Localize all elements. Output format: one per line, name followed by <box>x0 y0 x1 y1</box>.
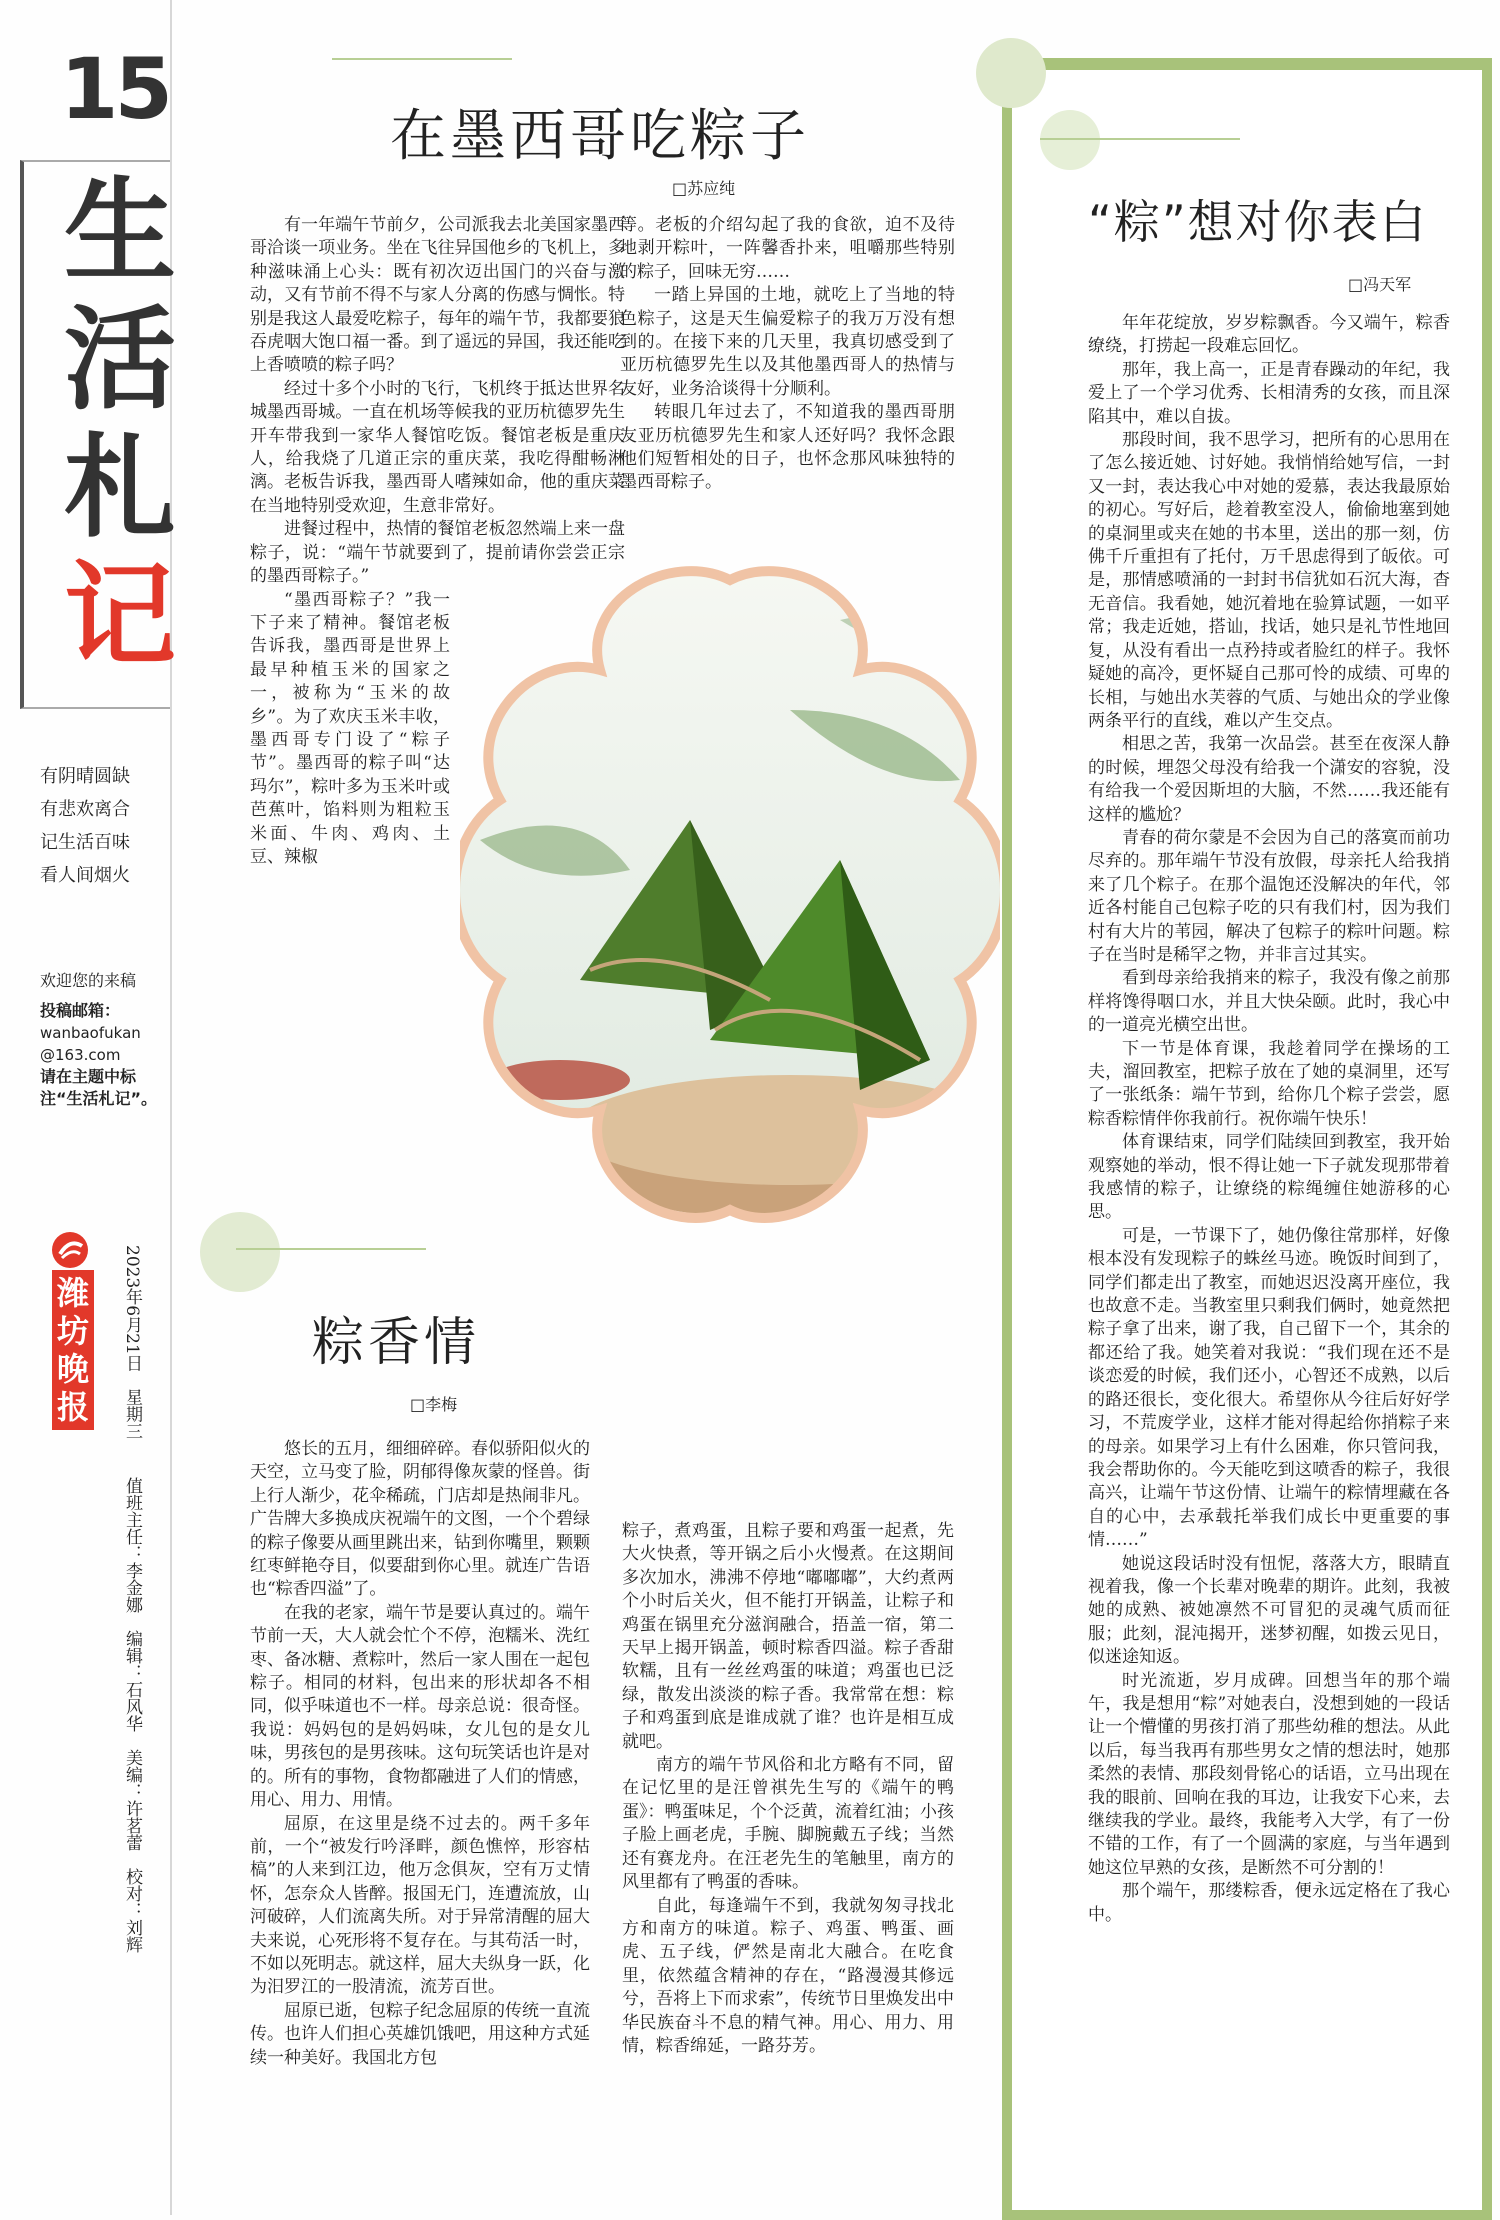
article1-byline: □苏应纯 <box>672 179 736 198</box>
submission-note: 请在主题中标注“生活札记”。 <box>40 1067 158 1108</box>
article1-title: 在墨西哥吃粽子 <box>390 104 810 169</box>
issue-date: 2023年6月21日 星期三 <box>122 1245 142 1440</box>
email-address[interactable] <box>40 1022 170 1066</box>
decorative-circle <box>200 1212 280 1292</box>
column-title-frame <box>20 160 176 709</box>
paragraph: 等。老板的介绍勾起了我的食欲，迫不及待地剥开粽叶，一阵馨香扑来，咀嚼那些特别的粽子，回味无穷…… <box>620 215 955 282</box>
title-ornament <box>332 58 512 60</box>
email-label: 投稿邮箱： <box>40 1001 121 1020</box>
motto-line: 有悲欢离合 <box>40 799 130 820</box>
paragraph: 粽子，煮鸡蛋，且粽子要和鸡蛋一起煮，先大火快煮，等开锅之后小火慢煮。在这期间多次加水，沸沸不停地“嘟嘟嘟”，大约煮两个小时后关火，但不能打开锅盖，让粽子和鸡蛋在锅里充分滋润融合，捂盖一宿，第二天早上揭开锅盖，顿时粽香四溢。粽子香甜软糯，且有一丝丝鸡蛋的味道；鸡蛋也已泛绿，散发出淡淡的粽子香。我常常在想：粽子和鸡蛋到底是谁成就了谁？也许是相互成就吧。 <box>622 1521 954 1752</box>
paragraph: 南方的端午节风俗和北方略有不同，留在记忆里的是汪曾祺先生写的《端午的鸭蛋》：鸭蛋味足，个个泛黄，流着红油；小孩子脸上画老虎，手腕、脚腕戴五子线；当然还有赛龙舟。在汪老先生的笔触里，南方的风里都有了鸭蛋的香味。 <box>622 1755 954 1893</box>
article1-column-2 <box>620 214 955 495</box>
paragraph: 体育课结束，同学们陆续回到教室，我开始观察她的举动，恨不得让她一下子就发现那带着我感情的粽子，让缭绕的粽绳缠住她游移的心思。 <box>1088 1132 1450 1223</box>
column-title-char: 札 <box>64 422 176 553</box>
paragraph: “墨西哥粽子？”我一下子来了精神。餐馆老板告诉我，墨西哥是世界上最早种植玉米的国家之一，被称为“玉米的故乡”。为了欢庆玉米丰收，墨西哥专门设了“粽子节”。墨西哥的粽子叫“达玛尔”，粽叶多为玉米叶或芭蕉叶，馅料则为粗粒玉米面、牛肉、鸡肉、土豆、辣椒 <box>250 589 450 867</box>
paragraph: 在我的老家，端午节是要认真过的。端午节前一天，大人就会忙个不停，泡糯米、洗红枣、备冰糖、煮粽叶，然后一家人围在一起包粽子。相同的材料，包出来的形状却各不相同，似乎味道也不一样。母亲总说：很奇怪。我说：妈妈包的是妈妈味，女儿包的是女儿味，男孩包的是男孩味。这句玩笑话也许是对的。所有的事物，食物都融进了人们的情感，用心、用力、用情。 <box>250 1602 590 1811</box>
paragraph: 年年花绽放，岁岁粽飘香。今又端午，粽香缭绕，打捞起一段难忘回忆。 <box>1088 313 1450 357</box>
zongzi-photo <box>460 560 1000 1260</box>
paragraph: 青春的荷尔蒙是不会因为自己的落寞而前功尽弃的。那年端午节没有放假，母亲托人给我捎来了几个粽子。在那个温饱还没解决的年代，邻近各村能自己包粽子吃的只有我们村，因为我们村有大片的苇园，解决了包粽子的粽叶问题。粽子在当时是稀罕之物，并非言过其实。 <box>1088 827 1450 965</box>
article2-column-2 <box>622 1520 954 2058</box>
column-motto <box>40 760 170 892</box>
submission-info <box>40 970 170 1110</box>
paragraph: 悠长的五月，细细碎碎。春似骄阳似火的天空，立马变了脸，阴郁得像灰蒙的怪兽。街上行人渐少，花伞稀疏，门店却是热闹非凡。广告牌大多换成庆祝端午的文图，一个个碧绿的粽子像要从画里跳出来，钻到你嘴里，颗颗红枣鲜艳夺目，似要甜到你心里。就连广告语也“粽香四溢”了。 <box>250 1439 590 1600</box>
issue-info <box>112 1245 142 1953</box>
article3-body <box>1088 312 1450 1927</box>
paragraph: 那个端午，那缕粽香，便永远定格在了我心中。 <box>1088 1881 1450 1925</box>
paragraph: 转眼几年过去了，不知道我的墨西哥朋友亚历杭德罗先生和家人还好吗？我怀念跟他们短暂相处的日子，也怀念那风味独特的墨西哥粽子。 <box>620 402 955 493</box>
newspaper-logo-icon <box>52 1232 88 1268</box>
motto-line: 看人间烟火 <box>40 865 130 886</box>
paragraph: 自此，每逢端午不到，我就匆匆寻找北方和南方的味道。粽子、鸡蛋、鸭蛋、画虎、五子线，俨然是南北大融合。在吃食里，依然蕴含精神的存在，“路漫漫其修远兮，吾将上下而求索”，传统节日里焕发出中华民族奋斗不息的精气神。用心、用力、用情，粽香绵延，一路芬芳。 <box>622 1895 954 2056</box>
title-ornament <box>236 1248 426 1250</box>
article2-column-1 <box>250 1438 590 2070</box>
decorative-circle <box>1040 110 1100 170</box>
staff-credits: 值班主任：李金娜 编辑：石风华 美编：许茗蕾 校对：刘辉 <box>122 1477 142 1954</box>
paragraph: 看到母亲给我捎来的粽子，我没有像之前那样将馋得咽口水，并且大快朵颐。此时，我心中的一道亮光横空出世。 <box>1088 968 1450 1036</box>
paragraph: 那段时间，我不思学习，把所有的心思用在了怎么接近她、讨好她。我悄悄给她写信，一封又一封，表达我心中对她的爱慕，表达我最原始的初心。写好后，趁着教室没人，偷偷地塞到她的桌洞里或夹在她的书本里，送出的那一刻，仿佛千斤重担有了托付，万千思虑得到了皈依。可是，那情感喷涌的一封封书信犹如石沉大海，杳无音信。我看她，她沉着地在验算试题，一如平常；我走近她，搭讪，找话，她只是礼节性地回复，从没有看出一点矜持或者脸红的样子。我怀疑她的高冷，更怀疑自己那可怜的成绩、可卑的长相，与她出水芙蓉的气质、与她出众的学业像两条平行的直线，难以产生交点。 <box>1088 430 1450 731</box>
paragraph: 一踏上异国的土地，就吃上了当地的特色粽子，这是天生偏爱粽子的我万万没有想到的。在接下来的几天里，我真切感受到了亚历杭德罗先生以及其他墨西哥人的热情与友好，业务洽谈得十分顺利。 <box>620 285 955 399</box>
newspaper-name: 潍坊晚报 <box>56 1274 89 1426</box>
page-number: 15 <box>60 40 169 138</box>
paragraph: 可是，一节课下了，她仍像往常那样，好像根本没有发现粽子的蛛丝马迹。晚饭时间到了，同学们都走出了教室，而她迟迟没离开座位，我也故意不走。当教室里只剩我们俩时，她竟然把粽子拿了出来，谢了我，自己留下一个，其余的都还给了我。她笑着对我说：“我们现在还不是谈恋爱的时候，我们还小，心智还不成熟，以后的路还很长，变化很大。希望你从今往后好好学习，不荒废学业，这样才能对得起给你捎粽子来的母亲。如果学习上有什么困难，你只管问我，我会帮助你的。今天能吃到这喷香的粽子，我很高兴，让端午节这份情、让端午的粽情埋藏在各自的心中，去承载托举我们成长中更重要的事情……” <box>1088 1225 1450 1551</box>
email-line: wanbaofukan <box>40 1024 141 1042</box>
paragraph: 有一年端午节前夕，公司派我去北美国家墨西哥洽谈一项业务。坐在飞往异国他乡的飞机上，多种滋味涌上心头：既有初次迈出国门的兴奋与激动，又有节前不得不与家人分离的伤感与惆怅。特别是我这人最爱吃粽子，每年的端午节，我都要狼吞虎咽大饱口福一番。到了遥远的异国，我还能吃上香喷喷的粽子吗？ <box>250 215 625 376</box>
column-title-char: 活 <box>64 294 176 425</box>
paragraph: 进餐过程中，热情的餐馆老板忽然端上来一盘粽子，说：“端午节就要到了，提前请你尝尝正宗的墨西哥粽子。” <box>250 519 625 587</box>
motto-line: 有阴晴圆缺 <box>40 766 130 787</box>
column-title-char: 记 <box>64 550 176 681</box>
column-title-char: 生 <box>64 166 176 297</box>
motto-line: 记生活百味 <box>40 832 130 853</box>
paragraph: 下一节是体育课，我趁着同学在操场的工夫，溜回教室，把粽子放在了她的桌洞里，还写了一张纸条：端午节到，给你几个粽子尝尝，愿粽香粽情伴你我前行。祝你端午快乐！ <box>1088 1038 1450 1129</box>
article2-title: 粽香情 <box>312 1313 481 1373</box>
article2-byline: □李梅 <box>410 1395 458 1414</box>
paragraph: 她说这段话时没有忸怩，落落大方，眼睛直视着我，像一个长辈对晚辈的期许。此刻，我被她的成熟、被她凛然不可冒犯的灵魂气质而征服；此刻，混沌揭开，迷梦初醒，如拨云见日，似迷途知返。 <box>1088 1553 1450 1668</box>
title-ornament <box>1040 138 1240 140</box>
article3-byline: □冯天军 <box>1348 275 1412 294</box>
paragraph: 屈原，在这里是绕不过去的。两千多年前，一个“被发行吟泽畔，颜色憔悴，形容枯槁”的人来到江边，他万念俱灰，空有万丈情怀，怎奈众人皆醉。报国无门，连遭流放，山河破碎，人们流离失所。对于异常清醒的屈大夫来说，心死形将不复存在。与其苟活一时，不如以死明志。就这样，屈大夫纵身一跃，化为汨罗江的一股清流，流芳百世。 <box>250 1813 590 1998</box>
welcome-text: 欢迎您的来稿 <box>40 971 137 990</box>
paragraph: 相思之苦，我第一次品尝。甚至在夜深人静的时候，埋怨父母没有给我一个潇安的容貌，没有给我一个爱因斯坦的大脑，不然……我还能有这样的尴尬？ <box>1088 734 1450 825</box>
decorative-circle <box>976 38 1046 108</box>
article3-title: “粽”想对你表白 <box>1088 195 1428 249</box>
newspaper-logo <box>52 1270 94 1430</box>
paragraph: 时光流逝，岁月成碑。回想当年的那个端午，我是想用“粽”对她表白，没想到她的一段话让一个懵懂的男孩打消了那些幼稚的想法。从此以后，每当我再有那些男女之情的想法时，她那柔然的表情、那段刻骨铭心的话语，立马出现在我的眼前、回响在我的耳边，让我安下心来，去继续我的学业。最终，我能考入大学，有了一份不错的工作，有了一个圆满的家庭，与当年遇到她这位早熟的女孩，是断然不可分割的！ <box>1088 1670 1450 1878</box>
paragraph: 经过十多个小时的飞行，飞机终于抵达世界名城墨西哥城。一直在机场等候我的亚历杭德罗先生开车带我到一家华人餐馆吃饭。餐馆老板是重庆人，给我烧了几道正宗的重庆菜，我吃得酣畅淋漓。老板告诉我，墨西哥人嗜辣如命，他的重庆菜在当地特别受欢迎，生意非常好。 <box>250 378 625 516</box>
email-line: @163.com <box>40 1046 121 1064</box>
paragraph: 屈原已逝，包粽子纪念屈原的传统一直流传。也许人们担心英雄饥饿吧，用这种方式延续一种美好。我国北方包 <box>250 2000 590 2068</box>
paragraph: 那年，我上高一，正是青春躁动的年纪，我爱上了一个学习优秀、长相清秀的女孩，而且深陷其中，难以自拔。 <box>1088 359 1450 427</box>
